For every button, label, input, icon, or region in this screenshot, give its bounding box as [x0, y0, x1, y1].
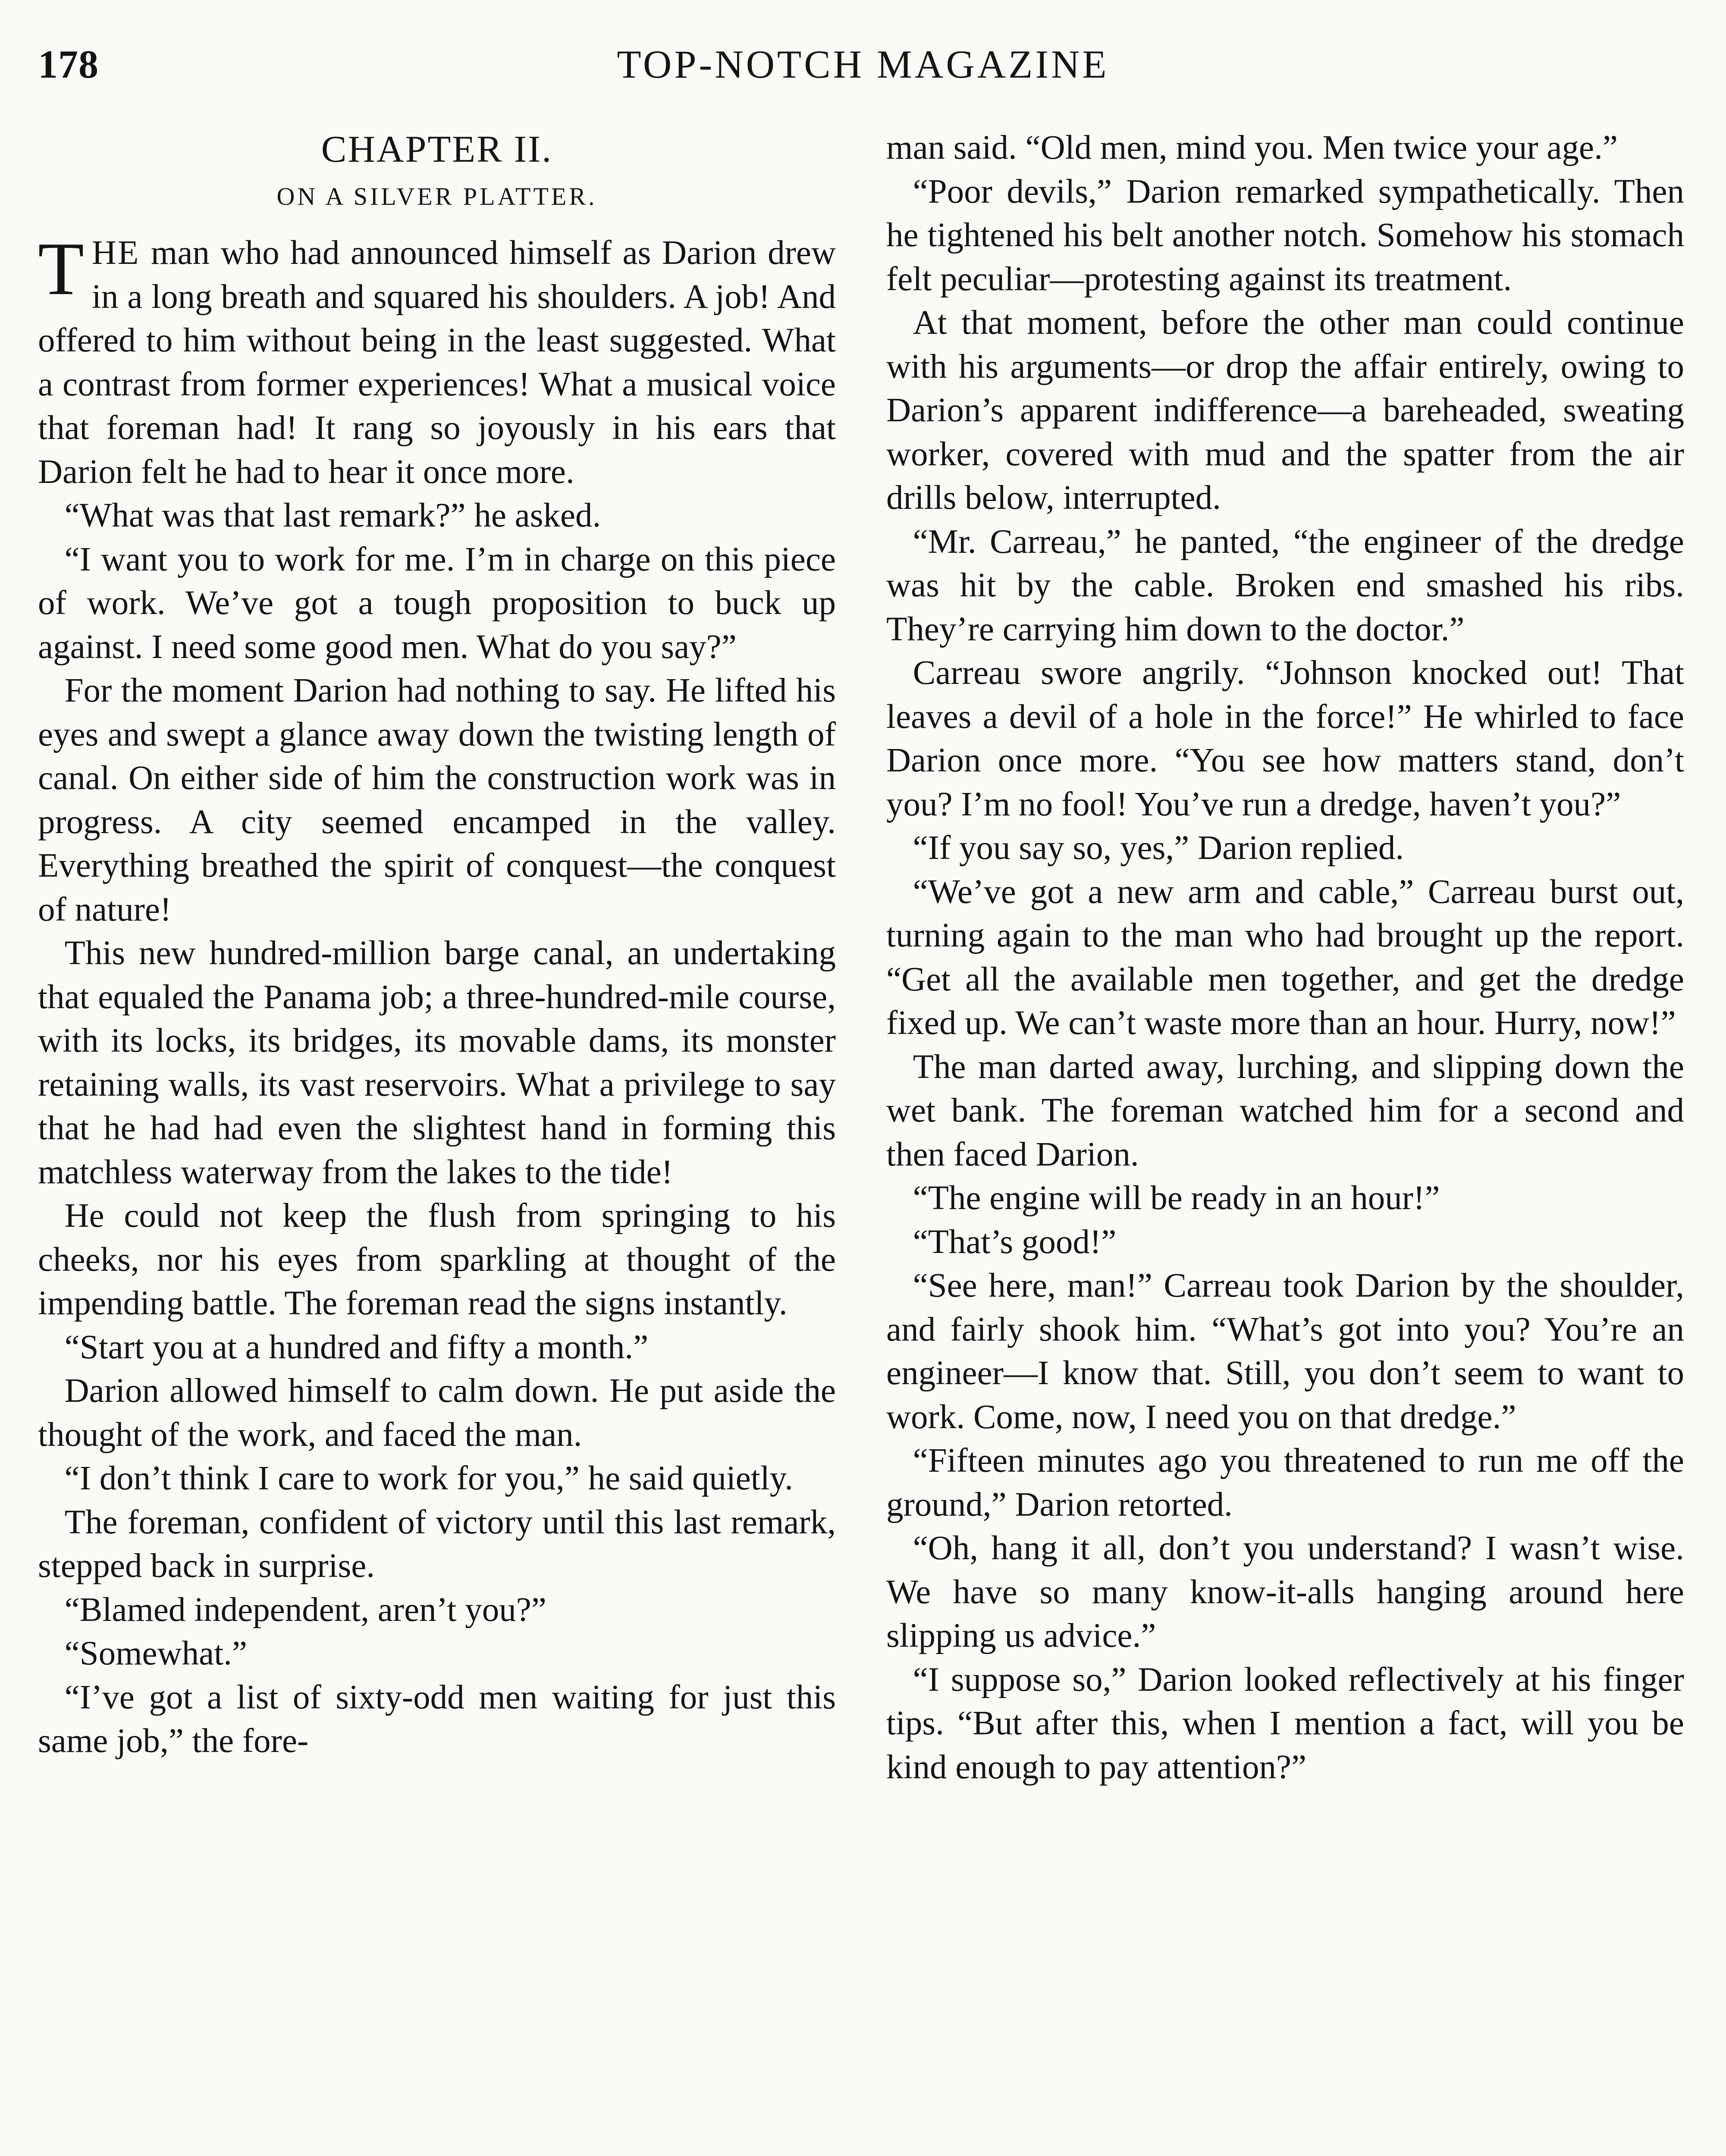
opening-word-rest: HE — [91, 234, 140, 272]
paragraph: The foreman, confident of victory until this last remark, stepped back in surprise. — [38, 1503, 836, 1585]
paragraph: “If you say so, yes,” Darion replied. — [913, 829, 1404, 867]
paragraph: “That’s good!” — [913, 1223, 1117, 1261]
paragraph: “Blamed independent, aren’t you?” — [64, 1591, 546, 1629]
paragraph: Carreau swore angrily. “Johnson knocked out! That leaves a devil of a hole in the force!” He whirled to face Darion once more. “You see how matters stand, don’t you? I’m no fool! You’ve run a dredge, haven’t you?” — [886, 654, 1684, 823]
paragraph: He could not keep the flush from springing to his cheeks, nor his eyes from sparkling at thought of the impending battle. The foreman read the signs instantly. — [38, 1197, 836, 1322]
page-number: 178 — [38, 42, 99, 86]
paragraph: Darion allowed himself to calm down. He put aside the thought of the work, and faced the man. — [38, 1372, 836, 1454]
paragraph: “Start you at a hundred and fifty a month.” — [64, 1328, 649, 1366]
paragraph: “I’ve got a list of sixty-odd men waiting for just this same job,” the fore- — [38, 1678, 836, 1760]
running-head: TOP-NOTCH MAGAZINE — [617, 42, 1109, 86]
opening-text: man who had announced himself as Darion drew in a long breath and squared his shoulders. A job! And offered to him without being in the least suggested. What a contrast from former experiences! What a musical voice that foreman had! It rang so joyously in his ears that Darion felt he had to hear it once more. — [38, 234, 836, 491]
continued-paragraph: man said. “Old men, mind you. Men twice your age.” — [886, 129, 1618, 166]
paragraph: “We’ve got a new arm and cable,” Carreau burst out, turning again to the man who had brought up the report. “Get all the available men together, and get the dredge fixed up. We can’t waste more than an hour. Hurry, now!” — [886, 873, 1684, 1042]
paragraph: This new hundred-million barge canal, an undertaking that equaled the Panama job; a three-hundred-mile course, with its locks, its bridges, its movable dams, its monster retaining walls, its vast reservoirs. What a privilege to say that he had had even the slightest hand in forming this matchless waterway from the lakes to the tide! — [38, 934, 836, 1191]
paragraph: “Somewhat.” — [64, 1635, 247, 1672]
paragraph: “Oh, hang it all, don’t you understand? I wasn’t wise. We have so many know-it-alls hanging around here slipping us advice.” — [886, 1529, 1684, 1655]
paragraph: “Fifteen minutes ago you threatened to run me off the ground,” Darion retorted. — [886, 1442, 1684, 1523]
chapter-heading: CHAPTER II. — [321, 128, 553, 170]
paragraph: At that moment, before the other man could continue with his arguments—or drop the affair entirely, owing to Darion’s apparent indifference—a bareheaded, sweating worker, covered with mud and the spatter from the air drills below, interrupted. — [886, 304, 1684, 517]
paragraph: “What was that last remark?” he asked. — [64, 497, 601, 534]
opening-paragraph — [38, 227, 836, 494]
paragraph: “I want you to work for me. I’m in charge on this piece of work. We’ve got a tough proposition to buck up against. I need some good men. What do you say?” — [38, 540, 836, 666]
drop-cap: T — [38, 227, 84, 310]
chapter-subtitle: ON A SILVER PLATTER. — [276, 182, 597, 210]
paragraph: The man darted away, lurching, and slipping down the wet bank. The foreman watched him for a second and then faced Darion. — [886, 1048, 1684, 1173]
right-column — [886, 126, 1684, 1789]
paragraph: “I don’t think I care to work for you,” he said quietly. — [64, 1460, 793, 1497]
paragraph: “See here, man!” Carreau took Darion by the shoulder, and fairly shook him. “What’s got into you? You’re an engineer—I know that. Still, you don’t seem to want to work. Come, now, I need you on that dredge.” — [886, 1267, 1684, 1436]
paragraph: “Mr. Carreau,” he panted, “the engineer of the dredge was hit by the cable. Broken end smashed his ribs. They’re carrying him down to the doctor.” — [886, 523, 1684, 648]
page-header — [38, 41, 1688, 89]
paragraph: “The engine will be ready in an hour!” — [913, 1179, 1440, 1217]
left-column — [38, 125, 836, 1763]
paragraph: For the moment Darion had nothing to say. He lifted his eyes and swept a glance away down the twisting length of canal. On either side of him the construction work was in progress. A city seemed encamped in the valley. Everything breathed the spirit of conquest—the conquest of nature! — [38, 672, 836, 928]
paragraph: “Poor devils,” Darion remarked sympathetically. Then he tightened his belt another notch. Somehow his stomach felt peculiar—protesting against its treatment. — [886, 172, 1684, 298]
paragraph: “I suppose so,” Darion looked reflectively at his finger tips. “But after this, when I mention a fact, will you be kind enough to pay attention?” — [886, 1661, 1684, 1786]
